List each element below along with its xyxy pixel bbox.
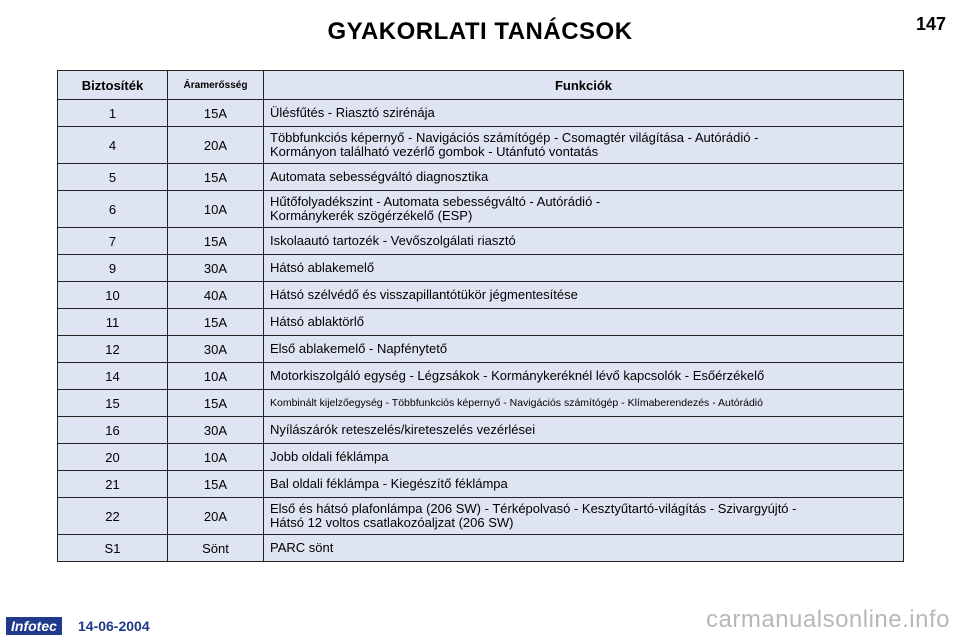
fuse-number: 14 — [58, 363, 168, 390]
fuse-amperage: 20A — [168, 498, 264, 535]
fuse-functions — [264, 228, 904, 255]
fuse-functions — [264, 191, 904, 228]
function-line: Ülésfűtés - Riasztó szirénája — [270, 105, 435, 120]
fuse-number: 16 — [58, 417, 168, 444]
header-functions: Funkciók — [264, 71, 904, 100]
fuse-amperage: 30A — [168, 336, 264, 363]
function-line: Hátsó 12 voltos csatlakozóaljzat (206 SW) — [270, 515, 514, 530]
table-row — [58, 309, 904, 336]
fuse-amperage: 10A — [168, 191, 264, 228]
function-line: Automata sebességváltó diagnosztika — [270, 169, 489, 184]
fuse-functions — [264, 164, 904, 191]
fuse-functions — [264, 498, 904, 535]
fuse-functions — [264, 336, 904, 363]
table-row — [58, 535, 904, 562]
fuse-functions — [264, 255, 904, 282]
table-row — [58, 471, 904, 498]
fuse-functions — [264, 282, 904, 309]
fuse-number: 22 — [58, 498, 168, 535]
page-number: 147 — [915, 14, 946, 34]
infotec-logo: Infotec — [6, 617, 62, 635]
function-line: Kombinált kijelzőegység - Többfunkciós képernyő - Navigációs számítógép - Klímaberendezés - Autórádió — [270, 397, 763, 409]
fuse-number: 10 — [58, 282, 168, 309]
fuse-amperage: 15A — [168, 471, 264, 498]
table-row — [58, 282, 904, 309]
fuse-amperage: 15A — [168, 100, 264, 127]
fuse-functions — [264, 390, 904, 417]
fuse-amperage: 15A — [168, 228, 264, 255]
fuse-number: 11 — [58, 309, 168, 336]
function-line: Jobb oldali féklámpa — [270, 449, 389, 464]
fuse-amperage: 30A — [168, 417, 264, 444]
table-row — [58, 363, 904, 390]
fuse-amperage: 15A — [168, 309, 264, 336]
function-line: Többfunkciós képernyő - Navigációs számítógép - Csomagtér világítása - Autórádió - — [270, 130, 759, 145]
function-line: Nyílászárók reteszelés/kireteszelés vezérlései — [270, 422, 536, 437]
table-row — [58, 100, 904, 127]
fuse-functions — [264, 100, 904, 127]
function-line: Első és hátsó plafonlámpa (206 SW) - Térképolvasó - Kesztyűtartó-világítás - Szivargyújtó - — [270, 501, 797, 516]
table-row — [58, 164, 904, 191]
fuse-number: 21 — [58, 471, 168, 498]
function-line: Hűtőfolyadékszint - Automata sebességváltó - Autórádió - — [270, 194, 601, 209]
fuse-amperage: 10A — [168, 444, 264, 471]
fuse-number: 15 — [58, 390, 168, 417]
function-line: PARC sönt — [270, 540, 334, 555]
function-line: Hátsó szélvédő és visszapillantótükör jégmentesítése — [270, 287, 578, 302]
fuse-functions — [264, 127, 904, 164]
header-fuse: Biztosíték — [58, 71, 168, 100]
fuse-amperage: 40A — [168, 282, 264, 309]
fuse-amperage: 20A — [168, 127, 264, 164]
table-row — [58, 444, 904, 471]
fuse-functions — [264, 535, 904, 562]
table-row — [58, 127, 904, 164]
table-row — [58, 336, 904, 363]
fuse-number: 7 — [58, 228, 168, 255]
table-row — [58, 255, 904, 282]
function-line: Első ablakemelő - Napfénytető — [270, 341, 448, 356]
table-row — [58, 228, 904, 255]
fuse-table — [57, 70, 904, 562]
function-line: Iskolaautó tartozék - Vevőszolgálati riasztó — [270, 233, 516, 248]
fuse-amperage: 10A — [168, 363, 264, 390]
function-line: Hátsó ablaktörlő — [270, 314, 364, 329]
table-row — [58, 417, 904, 444]
fuse-amperage: Sönt — [168, 535, 264, 562]
fuse-functions — [264, 417, 904, 444]
function-line: Kormánykerék szögérzékelő (ESP) — [270, 208, 473, 223]
function-line: Hátsó ablakemelő — [270, 260, 375, 275]
table-row — [58, 191, 904, 228]
fuse-number: 4 — [58, 127, 168, 164]
table-row — [58, 498, 904, 535]
header-amperage: Áramerősség — [168, 71, 264, 100]
fuse-number: 5 — [58, 164, 168, 191]
table-header-row — [58, 71, 904, 100]
fuse-amperage: 15A — [168, 390, 264, 417]
table-row — [58, 390, 904, 417]
page-title: GYAKORLATI TANÁCSOK — [327, 18, 633, 45]
fuse-functions — [264, 309, 904, 336]
footer-date: 14-06-2004 — [78, 618, 150, 634]
function-line: Motorkiszolgáló egység - Légzsákok - Kormánykeréknél lévő kapcsolók - Esőérzékelő — [270, 368, 765, 383]
fuse-number: 6 — [58, 191, 168, 228]
fuse-amperage: 15A — [168, 164, 264, 191]
fuse-functions — [264, 444, 904, 471]
fuse-number: 9 — [58, 255, 168, 282]
fuse-number: 12 — [58, 336, 168, 363]
function-line: Kormányon található vezérlő gombok - Utánfutó vontatás — [270, 144, 599, 159]
fuse-number: 20 — [58, 444, 168, 471]
function-line: Bal oldali féklámpa - Kiegészítő féklámpa — [270, 476, 508, 491]
fuse-functions — [264, 471, 904, 498]
fuse-number: 1 — [58, 100, 168, 127]
fuse-number: S1 — [58, 535, 168, 562]
watermark: carmanualsonline.info — [706, 606, 950, 633]
fuse-amperage: 30A — [168, 255, 264, 282]
fuse-functions — [264, 363, 904, 390]
fuse-table-body — [58, 100, 904, 562]
